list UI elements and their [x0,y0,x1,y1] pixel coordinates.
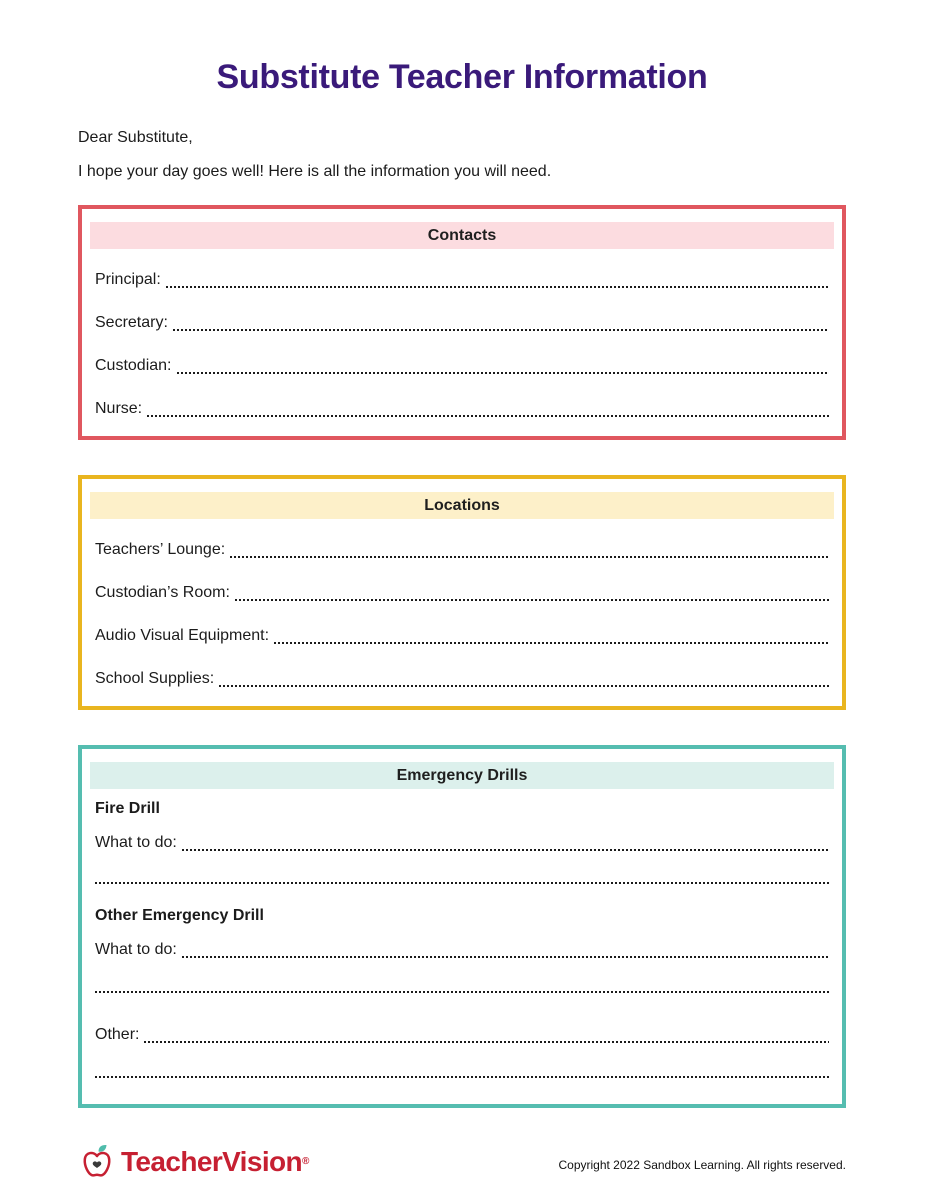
fill-in-line [147,415,829,417]
fill-in-line-continuation [95,1076,829,1078]
contacts-section-header: Contacts [90,222,834,249]
fill-in-line [219,685,829,687]
teachervision-logo [78,1141,309,1183]
field-label-other: Other: [95,1026,140,1043]
field-label-school-supplies: School Supplies: [95,670,215,687]
field-label-nurse: Nurse: [95,400,143,417]
field-row-other-what-to-do [95,938,829,962]
greeting-text: Dear Substitute, [78,129,193,146]
fill-in-line [144,1041,829,1043]
field-row-custodians-room [95,581,829,605]
fill-in-line [182,956,829,958]
fill-in-line [230,556,829,558]
fill-in-line [235,599,829,601]
fill-in-line [177,372,830,374]
fill-in-line [173,329,829,331]
field-row-fire-what-to-do [95,831,829,855]
brand-wordmark: TeacherVision [121,1146,303,1177]
field-label-secretary: Secretary: [95,314,168,331]
field-row-principal [95,268,829,292]
contacts-section [78,205,846,440]
field-row-teachers-lounge [95,538,829,562]
field-row-school-supplies [95,667,829,691]
field-label-principal: Principal: [95,271,161,288]
page-footer [78,1141,846,1183]
page-title: Substitute Teacher Information [216,58,708,96]
fill-in-line-continuation [95,882,829,884]
fill-in-line [274,642,829,644]
field-row-other [95,1023,829,1047]
field-label-teachers-lounge: Teachers’ Lounge: [95,541,226,558]
locations-section [78,475,846,710]
apple-logo-icon [78,1141,116,1183]
field-row-custodian [95,354,829,378]
field-row-audio-visual [95,624,829,648]
registered-trademark-symbol: ® [302,1156,310,1167]
fill-in-line [182,849,829,851]
copyright-text: Copyright 2022 Sandbox Learning. All rights reserved. [558,1158,846,1172]
emergency-drills-section [78,745,846,1108]
field-label-what-to-do: What to do: [95,941,177,958]
other-emergency-drill-heading: Other Emergency Drill [95,907,264,924]
fill-in-line [166,286,829,288]
intro-text: I hope your day goes well! Here is all the information you will need. [78,163,552,180]
fill-in-line-continuation [95,991,829,993]
field-label-what-to-do: What to do: [95,834,177,851]
field-row-nurse [95,397,829,421]
locations-section-header: Locations [90,492,834,519]
fire-drill-heading: Fire Drill [95,800,160,817]
field-row-secretary [95,311,829,335]
field-label-audio-visual: Audio Visual Equipment: [95,627,270,644]
field-label-custodians-room: Custodian’s Room: [95,584,230,601]
field-label-custodian: Custodian: [95,357,172,374]
emergency-section-header: Emergency Drills [90,762,834,789]
